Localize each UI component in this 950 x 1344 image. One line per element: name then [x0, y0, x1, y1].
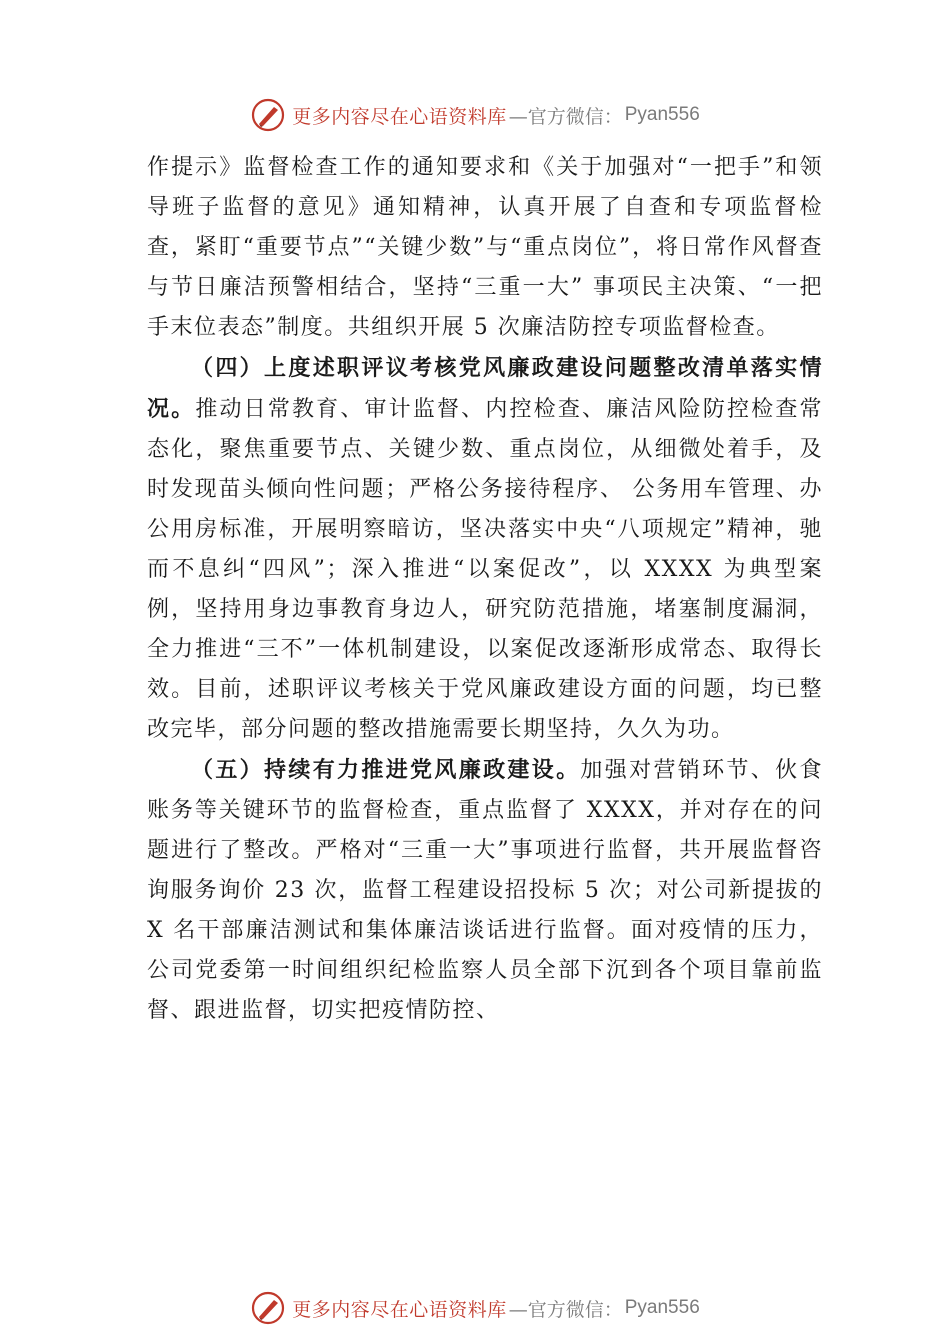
watermark-label: —官方微信： — [508, 1298, 623, 1321]
document-body — [147, 148, 823, 1031]
watermark-title: 更多内容尽在心语资料库 — [292, 1298, 507, 1321]
footer-watermark — [0, 1288, 950, 1328]
section-5-heading: （五）持续有力推进党风廉政建设。 — [191, 757, 581, 783]
section-4-heading: （四）上度述职评议考核党风廉政建设问题整改清单落实情况。 — [147, 355, 823, 422]
pen-logo-icon — [250, 97, 286, 133]
watermark-label: —官方微信： — [508, 105, 623, 128]
watermark-wechat-id: Pyan556 — [624, 1297, 700, 1318]
watermark-title: 更多内容尽在心语资料库 — [292, 105, 507, 128]
paragraph-section-4 — [147, 348, 823, 750]
section-5-text: 加强对营销环节、伙食账务等关键环节的监督检查，重点监督了 XXXX，并对存在的问题进行了整改。严格对“三重一大”事项进行监督，共开展监督咨询服务询价 23 次，监督工程建设招投标 5 次；对公司新提拔的 X 名干部廉洁测试和集体廉洁谈话进行监督。面对疫情的压力，公司党委第一时间组织纪检监察人员全部下沉到各个项目靠前监督、跟进监督，切实把疫情防控、 — [147, 758, 823, 1023]
paragraph-section-5 — [147, 750, 823, 1031]
pen-logo-icon — [250, 1290, 286, 1326]
paragraph-continued: 作提示》监督检查工作的通知要求和《关于加强对“一把手”和领导班子监督的意见》通知精神，认真开展了自查和专项监督检查，紧盯“重要节点”“关键少数”与“重点岗位”，将日常作风督查与节日廉洁预警相结合，坚持“三重一大” 事项民主决策、“一把手末位表态”制度。共组织开展 5 次廉洁防控专项监督检查。 — [147, 155, 823, 340]
header-watermark — [0, 95, 950, 135]
section-4-text: 推动日常教育、审计监督、内控检查、廉洁风险防控检查常态化，聚焦重要节点、关键少数、重点岗位，从细微处着手，及时发现苗头倾向性问题；严格公务接待程序、 公务用车管理、办公用房标准，开展明察暗访，坚决落实中央“八项规定”精神，驰而不息纠“四风”；深入推进“以案促改”，以 XXXX 为典型案例，坚持用身边事教育身边人，研究防范措施，堵塞制度漏洞，全力推进“三不”一体机制建设，以案促改逐渐形成常态、取得长效。目前，述职评议考核关于党风廉政建设方面的问题，均已整改完毕，部分问题的整改措施需要长期坚持，久久为功。 — [147, 397, 823, 742]
watermark-wechat-id: Pyan556 — [624, 104, 700, 125]
